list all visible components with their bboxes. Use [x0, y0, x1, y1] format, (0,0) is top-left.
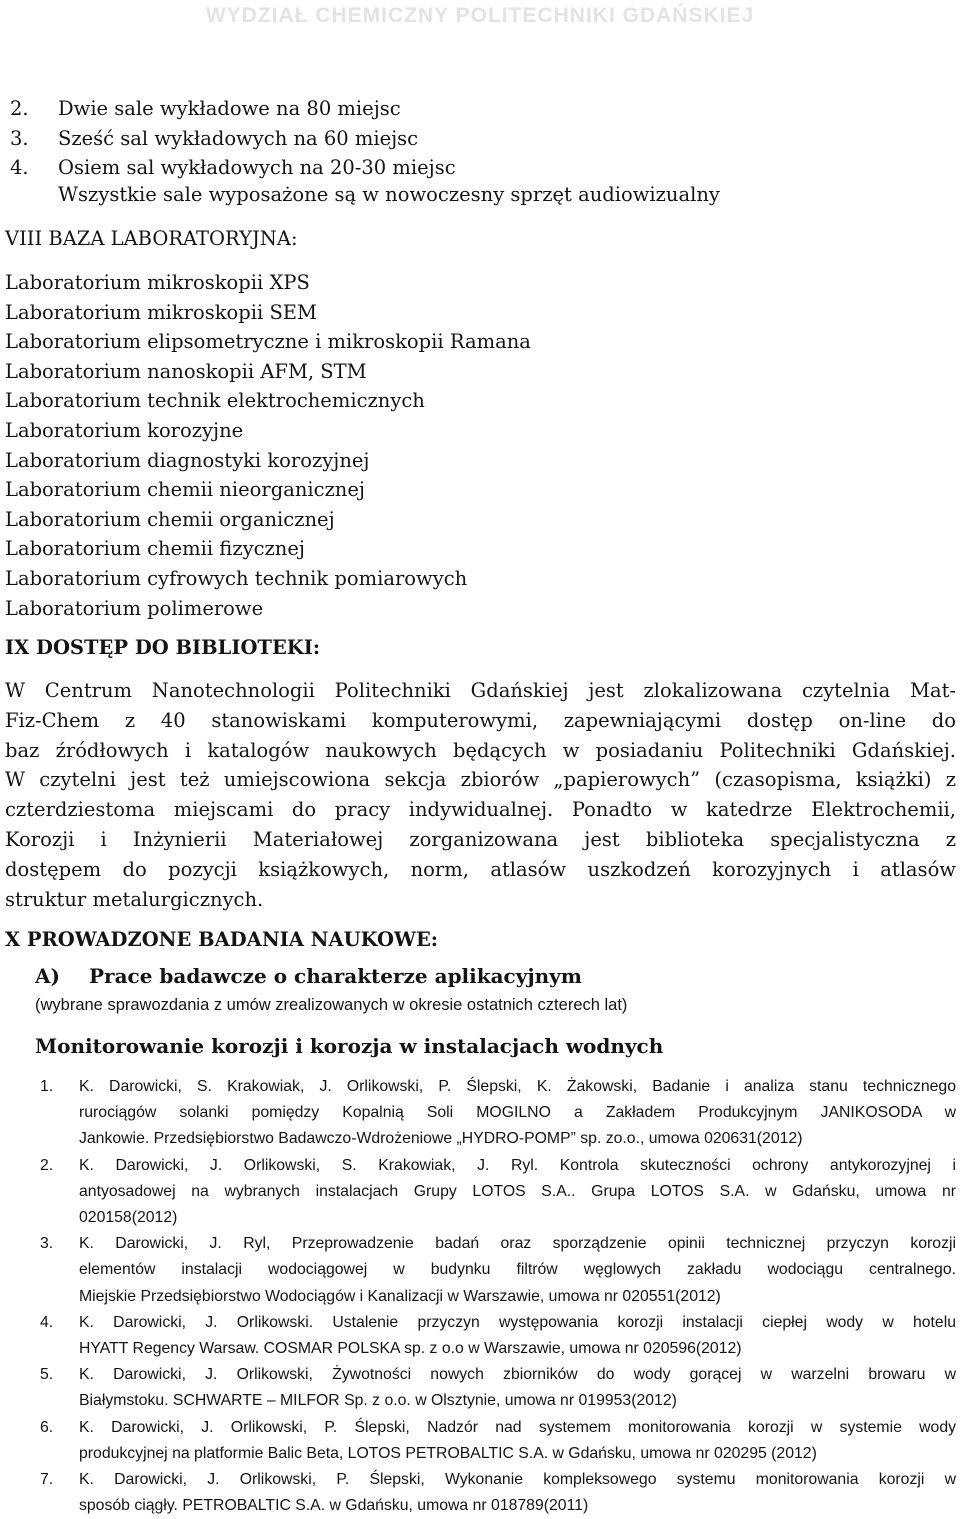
list-item: Laboratorium chemii organicznej: [5, 507, 335, 531]
list-item-text: Dwie sale wykładowe na 80 miejsc: [58, 97, 401, 120]
list-item: [40, 1467, 956, 1519]
subsection-label: A): [35, 964, 60, 988]
list-item: [40, 1153, 956, 1232]
list-item: [40, 1362, 956, 1414]
paragraph-line: Fiz-Chem z 40 stanowiskami komputerowymi, zapewniającymi dostęp on-line do: [5, 708, 956, 732]
list-item: [10, 153, 456, 183]
list-item-line: K. Darowicki, J. Ryl, Przeprowadzenie badań oraz sporządzenie opinii technicznej przyczyn korozji: [79, 1235, 956, 1253]
list-item: Laboratorium cyfrowych technik pomiarowych: [5, 566, 468, 590]
list-item: Laboratorium elipsometryczne i mikroskopii Ramana: [5, 330, 531, 354]
list-item: [40, 1074, 956, 1153]
list-item-line: Białymstoku. SCHWARTE – MILFOR Sp. z o.o. w Olsztynie, umowa nr 019953(2012): [79, 1392, 677, 1410]
list-item: Laboratorium mikroskopii XPS: [5, 271, 310, 294]
equipment-note: Wszystkie sale wyposażone są w nowoczesny sprzęt audiowizualny: [58, 183, 720, 206]
list-item-line: 020158(2012): [79, 1209, 178, 1227]
list-item: Laboratorium chemii nieorganicznej: [5, 478, 365, 502]
list-item-line: antyosadowej na wybranych instalacjach Grupy LOTOS S.A.. Grupa LOTOS S.A. w Gdańsku, umowa nr: [79, 1182, 956, 1200]
list-item-text: Osiem sal wykładowych na 20-30 miejsc: [58, 156, 456, 179]
section-heading-laboratories: VIII BAZA LABORATORYJNA:: [5, 227, 298, 250]
list-item-line: K. Darowicki, J. Orlikowski, P. Ślepski, Nadzór nad systemem monitorowania korozji w systemie wody: [79, 1418, 956, 1436]
list-item-line: sposób ciągły. PETROBALTIC S.A. w Gdańsku, umowa nr 018789(2011): [79, 1497, 589, 1515]
list-item-line: K. Darowicki, S. Krakowiak, J. Orlikowski, P. Ślepski, K. Żakowski, Badanie i analiza stanu technicznego: [79, 1078, 956, 1095]
list-item: [40, 1415, 956, 1467]
library-paragraph: [5, 676, 956, 914]
list-item-line: Miejskie Przedsiębiorstwo Wodociągów i Kanalizacji w Warszawie, umowa nr 020551(2012): [79, 1287, 721, 1305]
list-item-line: K. Darowicki, J. Orlikowski, P. Ślepski, Wykonanie kompleksowego systemu monitorowania korozji w: [79, 1471, 956, 1489]
list-item-number: 2.: [10, 97, 29, 120]
list-item: Laboratorium chemii fizycznej: [5, 537, 305, 561]
section-heading-library: IX DOSTĘP DO BIBLIOTEKI:: [5, 636, 321, 659]
list-item: [40, 1310, 956, 1362]
section-heading-research: X PROWADZONE BADANIA NAUKOWE:: [5, 928, 439, 951]
list-item-line: HYATT Regency Warsaw. COSMAR POLSKA sp. z o.o w Warszawie, umowa nr 020596(2012): [79, 1340, 742, 1358]
list-item: Laboratorium mikroskopii SEM: [5, 300, 318, 324]
list-item-text: Sześć sal wykładowych na 60 miejsc: [58, 126, 419, 150]
subsection-note: (wybrane sprawozdania z umów zrealizowanych w okresie ostatnich czterech lat): [35, 996, 628, 1014]
list-item: Laboratorium polimerowe: [5, 596, 264, 620]
laboratory-list: [5, 268, 531, 623]
list-item: [10, 94, 456, 124]
list-item-line: produkcyjnej na platformie Balic Beta, LOTOS PETROBALTIC S.A. w Gdańsku, umowa nr 020295 (2012): [79, 1444, 817, 1462]
list-item: Laboratorium diagnostyki korozyjnej: [5, 448, 370, 472]
list-item-line: K. Darowicki, J. Orlikowski, Żywotności nowych zbiorników do wody gorącej w warzelni browaru w: [79, 1366, 956, 1384]
list-item: Laboratorium technik elektrochemicznych: [5, 389, 425, 413]
list-item-line: elementów instalacji wodociągowej w budynku filtrów węglowych zakładu wodociągu centralnego.: [79, 1261, 956, 1279]
list-item-number: 4.: [10, 156, 29, 179]
paragraph-line: Korozji i Inżynierii Materiałowej zorganizowana jest biblioteka specjalistyczna z: [5, 827, 956, 851]
list-item-line: K. Darowicki, J. Orlikowski, S. Krakowiak, J. Ryl. Kontrola skuteczności ochrony antykorozyjnej i: [79, 1156, 956, 1174]
list-item: [40, 1231, 956, 1310]
list-item-number: 3.: [10, 126, 29, 150]
reports-list: [40, 1074, 956, 1519]
subsection-title: Prace badawcze o charakterze aplikacyjnym: [89, 964, 582, 988]
paragraph-line: W czytelni jest też umiejscowiona sekcja zbiorów „papierowych” (czasopisma, książki) z: [5, 768, 956, 792]
list-item-number: 2.: [40, 1156, 54, 1174]
list-item-line: Jankowie. Przedsiębiorstwo Badawczo-Wdrożeniowe „HYDRO-POMP” sp. zo.o., umowa 020631(2012): [79, 1130, 803, 1148]
list-item: [10, 124, 456, 154]
list-item-number: 6.: [40, 1418, 54, 1436]
list-item-number: 7.: [40, 1471, 54, 1489]
list-item: Laboratorium nanoskopii AFM, STM: [5, 359, 367, 383]
list-item-number: 1.: [40, 1078, 54, 1095]
page-header-watermark: WYDZIAŁ CHEMICZNY POLITECHNIKI GDAŃSKIEJ: [205, 4, 755, 27]
list-item-number: 3.: [40, 1235, 54, 1253]
list-item-line: rurociągów solanki pomiędzy Kopalnią Soli MOGILNO a Zakładem Produkcyjnym JANIKOSODA w: [79, 1104, 956, 1122]
paragraph-line: dostępem do pozycji książkowych, norm, atlasów uszkodzeń korozyjnych i atlasów: [5, 857, 956, 881]
list-item-number: 5.: [40, 1366, 54, 1384]
list-item: Laboratorium korozyjne: [5, 418, 244, 442]
list-item-number: 4.: [40, 1313, 54, 1331]
paragraph-line: baz źródłowych i katalogów naukowych będących w posiadaniu Politechniki Gdańskiej.: [5, 738, 956, 762]
paragraph-line: czterdziestoma miejscami do pracy indywidualnej. Ponadto w katedrze Elektrochemii,: [5, 798, 956, 822]
topic-heading: Monitorowanie korozji i korozja w instalacjach wodnych: [35, 1034, 664, 1058]
paragraph-line: struktur metalurgicznych.: [5, 887, 264, 911]
subsection-heading: [35, 964, 582, 988]
list-item-line: K. Darowicki, J. Orlikowski. Ustalenie przyczyn występowania korozji instalacji ciepłej wody w hotelu: [79, 1313, 956, 1331]
paragraph-line: W Centrum Nanotechnologii Politechniki Gdańskiej jest zlokalizowana czytelnia Mat-: [5, 679, 956, 702]
lecture-halls-list: [10, 94, 456, 183]
